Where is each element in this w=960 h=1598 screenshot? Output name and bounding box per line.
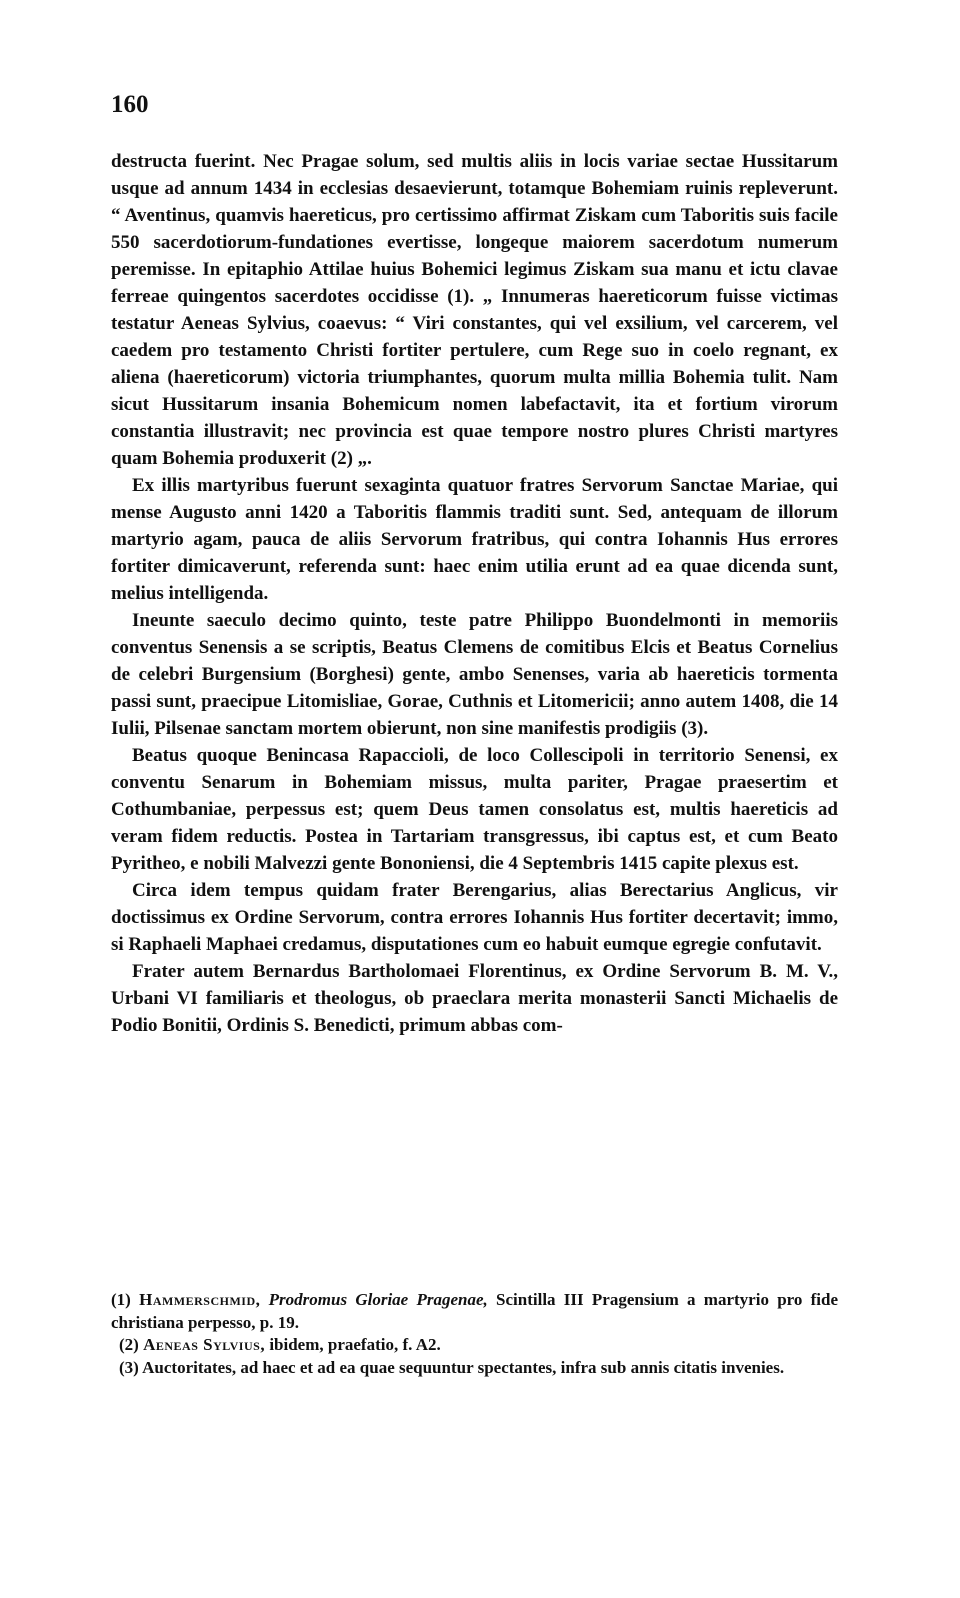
paragraph: Beatus quoque Benincasa Rapaccioli, de loco Collescipoli in territorio Senensi, ex conventu Senarum in Bohemiam missus, multa pariter, Pragae praesertim et Cothumbaniae, perpessus est; quem Deus tamen consolatus est, multis haereticis ad veram fidem reductis. Postea in Tartariam transgressus, ibi captus est, et cum Beato Pyritheo, e nobili Malvezzi gente Bononiensi, die 4 Septembris 1415 capite plexus est. bbox=[111, 745, 838, 874]
paragraph: Ex illis martyribus fuerunt sexaginta quatuor fratres Servorum Sanctae Mariae, qui mense Augusto anni 1420 a Taboritis flammis traditi sunt. Sed, antequam de illorum martyrio agam, pauca de aliis Servorum fratribus, qui contra Iohannis Hus errores fortiter dimicaverunt, referenda sunt: haec enim utilia erunt ad ea quae dicenda sunt, melius intelligenda. bbox=[111, 475, 838, 604]
footnote-text: Auctoritates, ad haec et ad ea quae sequuntur spectantes, infra sub annis citatis invenies. bbox=[142, 1357, 785, 1377]
paragraph: destructa fuerint. Nec Pragae solum, sed multis aliis in locis variae sectae Hussitarum usque ad annum 1434 in ecclesias desaevierunt, totamque Bohemiam ruinis repleverunt. “ Aventinus, quamvis haereticus, pro certissimo affirmat Ziskam cum Taboritis suis facile 550 sacerdotiorum-fundationes evertisse, longeque maiorem sacerdotum numerum peremisse. In epitaphio Attilae huius Bohemici legimus Ziskam sua manu et ictu clavae ferreae quingentos sacerdotes occidisse (1). „ Innumeras haereticorum fuisse victimas testatur Aeneas Sylvius, coaevus: “ Viri constantes, qui vel exsilium, vel carcerem, vel caedem pro testamento Christi fortiter pertulere, cum Rege suo in coelo regnant, ex aliena (haereticorum) victoria triumphantes, quorum multa millia Bohemia tulit. Nam sicut Hussitarum insania Bohemicum nomen labefactavit, ita et fortium virorum constantia illustravit; nec provincia est quae tempore nostro plures Christi martyres quam Bohemia produxerit (2) „. bbox=[111, 151, 838, 469]
footnote-marker: (2) bbox=[119, 1335, 139, 1354]
footnote-author: Hammerschmid, bbox=[139, 1290, 261, 1309]
main-text bbox=[111, 148, 838, 1039]
footnote-text: ibidem, praefatio, f. A2. bbox=[269, 1335, 441, 1354]
paragraph: Ineunte saeculo decimo quinto, teste patre Philippo Buondelmonti in memoriis conventus Senensis a se scriptis, Beatus Clemens de comitibus Elcis et Beatus Cornelius de celebri Burgensium (Borghesi) gente, ambo Senenses, varia ab haereticis tormenta passi sunt, praecipue Litomisliae, Gorae, Cuthnis et Litomericii; anno autem 1408, die 14 Iulii, Pilsenae sanctam mortem obierunt, non sine manifestis prodigiis (3). bbox=[111, 610, 838, 739]
footnote-author: Aeneas Sylvius, bbox=[143, 1335, 266, 1354]
footnote-text: Scintilla III Pragensium a martyrio pro fide christiana perpesso, p. 19. bbox=[111, 1290, 839, 1332]
footnotes bbox=[111, 1289, 838, 1379]
paragraph: Frater autem Bernardus Bartholomaei Florentinus, ex Ordine Servorum B. M. V., Urbani VI familiaris et theologus, ob praeclara merita monasterii Sancti Michaelis de Podio Bonitii, Ordinis S. Benedicti, primum abbas com- bbox=[111, 961, 838, 1036]
footnote-marker: (3) bbox=[119, 1357, 139, 1377]
page-number: 160 bbox=[111, 91, 149, 118]
footnote-title: Prodromus Gloriae Pragenae, bbox=[268, 1290, 488, 1309]
footnote-marker: (1) bbox=[111, 1290, 131, 1309]
footnote bbox=[111, 1289, 838, 1334]
footnote bbox=[111, 1357, 838, 1380]
paragraph: Circa idem tempus quidam frater Berengarius, alias Berectarius Anglicus, vir doctissimus ex Ordine Servorum, contra errores Iohannis Hus fortiter decertavit; immo, si Raphaeli Maphaei credamus, disputationes cum eo habuit eumque egregie confutavit. bbox=[111, 880, 838, 955]
footnote bbox=[111, 1334, 838, 1357]
